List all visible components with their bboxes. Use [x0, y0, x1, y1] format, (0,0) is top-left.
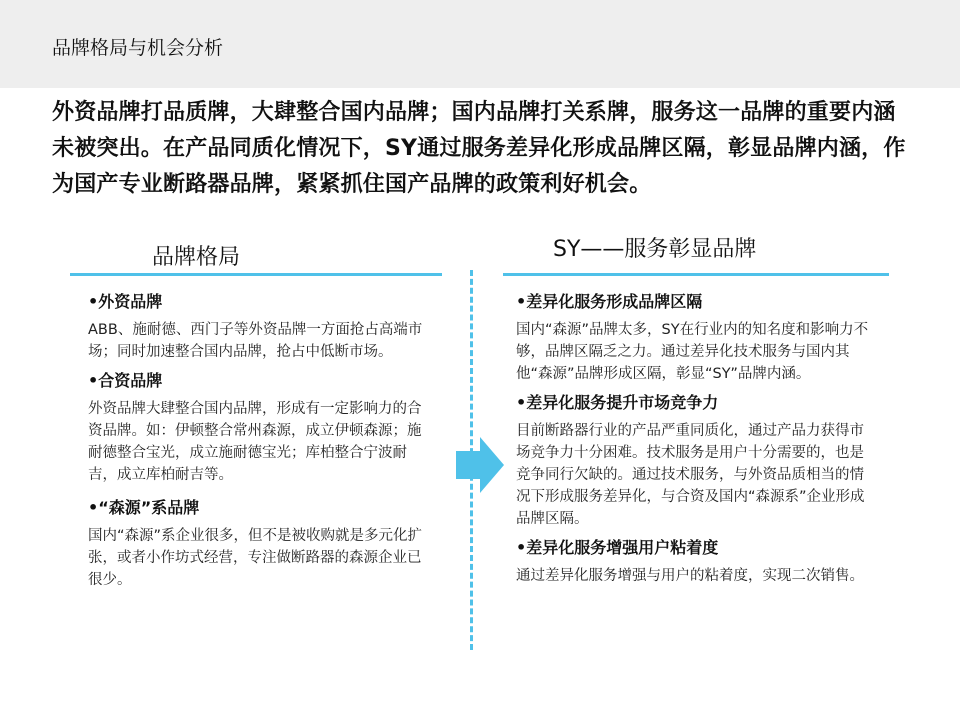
item-description: 目前断路器行业的产品严重同质化，通过产品力获得市场竞争力十分困难。技术服务是用户十分需要的，也是竞争同行欠缺的。通过技术服务，与外资品质相当的情况下形成服务差异化，与合资及国内“森源系”企业形成品牌区隔。: [516, 423, 865, 527]
item-heading: •差异化服务增强用户粘着度: [516, 538, 719, 557]
right-title-rule: [503, 273, 889, 276]
left-column-title: 品牌格局: [152, 245, 241, 270]
item-description: ABB、施耐德、西门子等外资品牌一方面抢占高端市场；同时加速整合国内品牌，抢占中低断市场。: [88, 322, 423, 360]
right-column: [516, 290, 878, 593]
item-heading: •“森源”系品牌: [88, 498, 200, 517]
list-item: [516, 391, 878, 530]
list-item: [88, 290, 426, 363]
arrow-right-icon: [456, 437, 504, 493]
list-item: [516, 290, 878, 385]
item-description: 国内“森源”品牌太多，SY在行业内的知名度和影响力不够，品牌区隔乏之力。通过差异化技术服务与国内其他“森源”品牌形成区隔，彰显“SY”品牌内涵。: [516, 322, 869, 382]
intro-paragraph: 外资品牌打品质牌，大肆整合国内品牌；国内品牌打关系牌，服务这一品牌的重要内涵未被突出。在产品同质化情况下，SY通过服务差异化形成品牌区隔，彰显品牌内涵，作为国产专业断路器品牌，紧紧抓住国产品牌的政策利好机会。: [52, 100, 906, 197]
list-item: [88, 496, 426, 591]
page-title: 品牌格局与机会分析: [52, 37, 224, 59]
header-bar: [0, 0, 960, 88]
item-description: 通过差异化服务增强与用户的粘着度，实现二次销售。: [516, 568, 864, 584]
right-column-title: SY——服务彰显品牌: [553, 237, 757, 262]
item-heading: •外资品牌: [88, 292, 163, 311]
left-title-rule: [70, 273, 442, 276]
item-heading: •差异化服务提升市场竞争力: [516, 393, 719, 412]
item-description: 外资品牌大肆整合国内品牌，形成有一定影响力的合资品牌。如：伊顿整合常州森源，成立伊顿森源；施耐德整合宝光，成立施耐德宝光；库柏整合宁波耐吉，成立库柏耐吉等。: [88, 401, 422, 483]
item-heading: •差异化服务形成品牌区隔: [516, 292, 703, 311]
list-item: [88, 369, 426, 486]
item-heading: •合资品牌: [88, 371, 163, 390]
left-column: [88, 290, 426, 597]
item-description: 国内“森源”系企业很多，但不是被收购就是多元化扩张，或者小作坊式经营，专注做断路器的森源企业已很少。: [88, 528, 423, 588]
list-item: [516, 536, 878, 587]
